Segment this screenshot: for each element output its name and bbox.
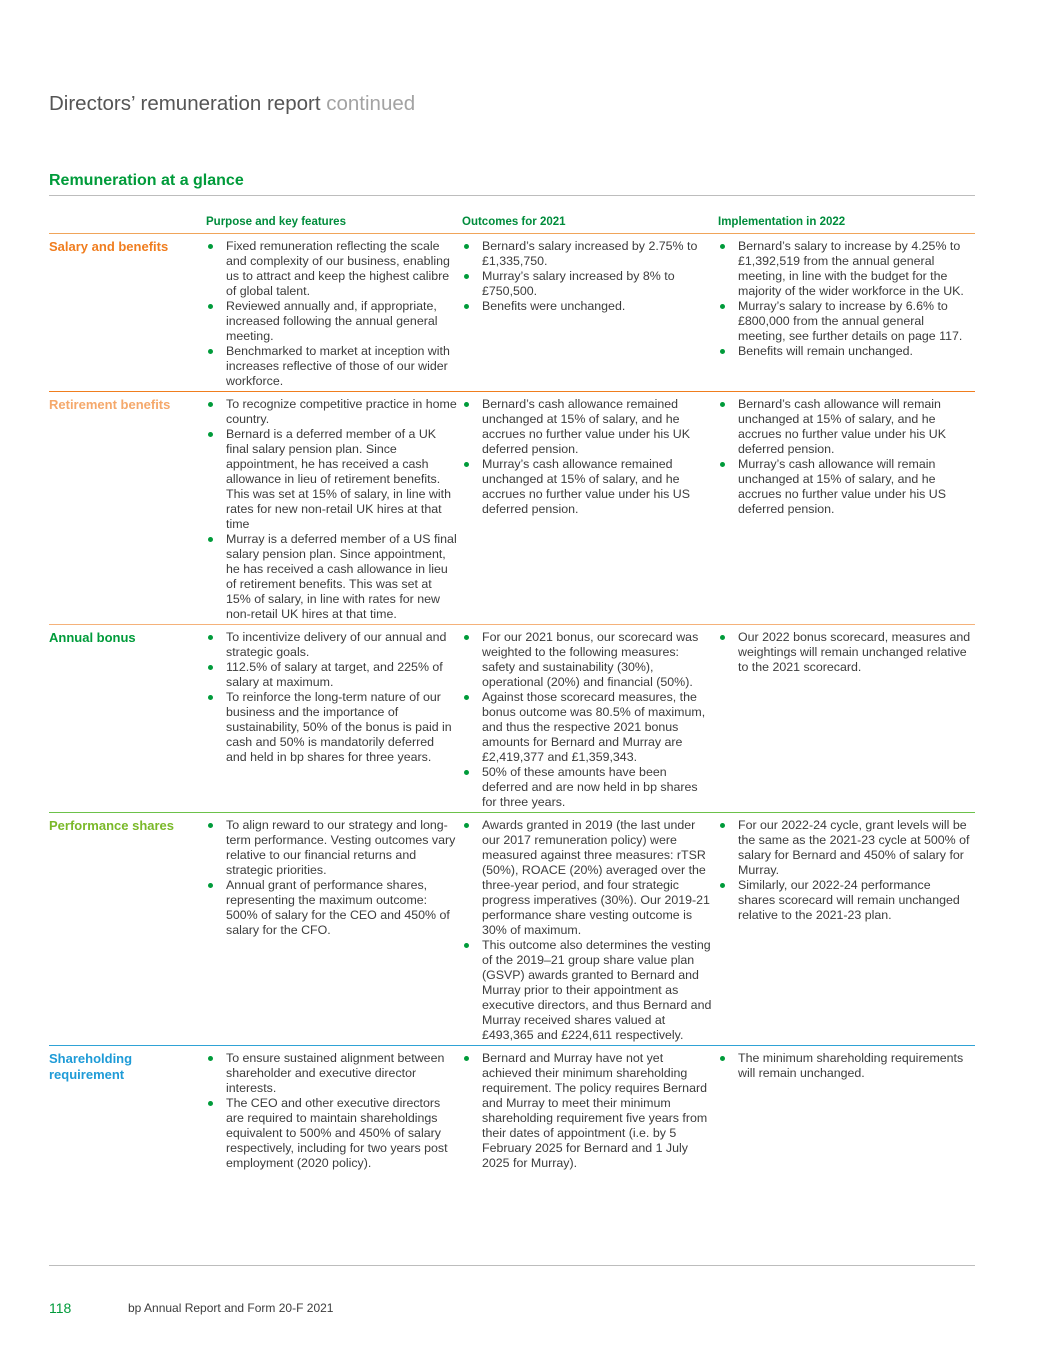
salary-purpose-cell — [206, 239, 462, 389]
retirement-implementation-cell — [718, 397, 975, 622]
row-annual-bonus — [49, 625, 975, 813]
row-label-annual-bonus: Annual bonus — [49, 630, 136, 645]
salary-implementation-cell — [718, 239, 975, 389]
table-header-row — [49, 214, 975, 234]
row-label-performance-shares: Performance shares — [49, 818, 175, 833]
bullet-item: Murray’s cash allowance remained unchanged at 15% of salary, and he accrues no further value under his US deferred pension. — [462, 457, 718, 517]
bullet-item: Similarly, our 2022-24 performance shares scorecard will remain unchanged relative to the 2021-23 plan. — [718, 878, 975, 923]
column-header-implementation: Implementation in 2022 — [718, 216, 846, 228]
bullet-item: 112.5% of salary at target, and 225% of salary at maximum. — [206, 660, 462, 690]
bullet-item: To reinforce the long-term nature of our business and the importance of sustainability, 50% of the bonus is paid in cash and 50% is mandatorily deferred and held in bp shares for three years. — [206, 690, 462, 765]
bullet-item: For our 2021 bonus, our scorecard was weighted to the following measures: safety and sustainability (30%), operational (20%) and financial (50%). — [462, 630, 718, 690]
bullet-item: Annual grant of performance shares, representing the maximum outcome: 500% of salary for the CEO and 450% of salary for the CFO. — [206, 878, 462, 938]
bullet-item: To incentivize delivery of our annual and strategic goals. — [206, 630, 462, 660]
bullet-item: Benchmarked to market at inception with increases reflective of those of our wider workforce. — [206, 344, 462, 389]
bullet-item: To align reward to our strategy and long-term performance. Vesting outcomes vary relative to our financial returns and strategic priorities. — [206, 818, 462, 878]
table-header-spacer — [49, 214, 206, 233]
bullet-item: Bernard and Murray have not yet achieved their minimum shareholding requirement. The policy requires Bernard and Murray to meet their minimum shareholding requirement five years from their dates of appointment (i.e. by 5 February 2025 for Bernard and 1 July 2025 for Murray). — [462, 1051, 718, 1171]
shareholding-purpose-cell — [206, 1051, 462, 1171]
shareholding-outcomes-cell — [462, 1051, 718, 1171]
bullet-item: To ensure sustained alignment between shareholder and executive director interests. — [206, 1051, 462, 1096]
shareholding-implementation-cell — [718, 1051, 975, 1171]
row-performance-shares — [49, 813, 975, 1046]
row-label-retirement-benefits: Retirement benefits — [49, 397, 171, 412]
row-label-shareholding-requirement: Shareholding requirement — [49, 1051, 133, 1082]
performance-implementation-cell — [718, 818, 975, 1043]
bullet-item: The minimum shareholding requirements will remain unchanged. — [718, 1051, 975, 1081]
page-title: Directors’ remuneration report — [49, 92, 321, 115]
row-retirement-benefits — [49, 392, 975, 625]
bullet-item: To recognize competitive practice in home country. — [206, 397, 462, 427]
bullet-item: The CEO and other executive directors are required to maintain shareholdings equivalent to 500% and 450% of salary respectively, including for two years post employment (2020 policy). — [206, 1096, 462, 1171]
performance-outcomes-cell — [462, 818, 718, 1043]
column-header-purpose: Purpose and key features — [206, 216, 346, 228]
bullet-item: Benefits were unchanged. — [462, 299, 718, 314]
bullet-item: Fixed remuneration reflecting the scale and complexity of our business, enabling us to attract and keep the highest calibre of global talent. — [206, 239, 462, 299]
remuneration-table — [49, 214, 975, 1173]
retirement-outcomes-cell — [462, 397, 718, 622]
bullet-item: Murray is a deferred member of a US final salary pension plan. Since appointment, he has received a cash allowance in lieu of retirement benefits. This was set at 15% of salary, in line with rates for new non-retail UK hires at that time. — [206, 532, 462, 622]
page-header — [49, 92, 415, 116]
bullet-item: Murray’s cash allowance will remain unchanged at 15% of salary, and he accrues no further value under his US deferred pension. — [718, 457, 975, 517]
bullet-item: Against those scorecard measures, the bonus outcome was 80.5% of maximum, and thus the respective 2021 bonus amounts for Bernard and Murray are £2,419,377 and £1,359,343. — [462, 690, 718, 765]
section-title-rule — [49, 195, 975, 196]
bullet-item: For our 2022-24 cycle, grant levels will be the same as the 2021-23 cycle at 500% of salary for Bernard and 450% of salary for Murray. — [718, 818, 975, 878]
row-label-salary-and-benefits: Salary and benefits — [49, 239, 169, 254]
bullet-item: Murray’s salary increased by 8% to £750,500. — [462, 269, 718, 299]
bullet-item: Murray’s salary to increase by 6.6% to £800,000 from the annual general meeting, see further details on page 117. — [718, 299, 975, 344]
bullet-item: Bernard’s salary increased by 2.75% to £1,335,750. — [462, 239, 718, 269]
bullet-item: Bernard’s cash allowance remained unchanged at 15% of salary, and he accrues no further value under his UK deferred pension. — [462, 397, 718, 457]
salary-outcomes-cell — [462, 239, 718, 389]
page-title-continued: continued — [326, 92, 416, 115]
bonus-outcomes-cell — [462, 630, 718, 810]
bullet-item: Awards granted in 2019 (the last under our 2017 remuneration policy) were measured against three measures: rTSR (50%), ROACE (20%) averaged over the three-year period, and four strategic progress imperatives (30%). Our 2019-21 performance share vesting outcome is 30% of maximum. — [462, 818, 718, 938]
footer-rule — [49, 1265, 975, 1266]
bonus-implementation-cell — [718, 630, 975, 810]
bullet-item: Bernard’s cash allowance will remain unchanged at 15% of salary, and he accrues no further value under his UK deferred pension. — [718, 397, 975, 457]
column-header-outcomes: Outcomes for 2021 — [462, 216, 566, 228]
bullet-item: Our 2022 bonus scorecard, measures and weightings will remain unchanged relative to the 2021 scorecard. — [718, 630, 975, 675]
bullet-item: 50% of these amounts have been deferred and are now held in bp shares for three years. — [462, 765, 718, 810]
bullet-item: This outcome also determines the vesting of the 2019–21 group share value plan (GSVP) awards granted to Bernard and Murray prior to their appointment as executive directors, and thus Bernard and Murray received shares valued at £493,365 and £224,611 respectively. — [462, 938, 718, 1043]
performance-purpose-cell — [206, 818, 462, 1043]
report-name: bp Annual Report and Form 20-F 2021 — [128, 1301, 334, 1315]
bullet-item: Reviewed annually and, if appropriate, increased following the annual general meeting. — [206, 299, 462, 344]
retirement-purpose-cell — [206, 397, 462, 622]
row-shareholding-requirement — [49, 1046, 975, 1173]
section-title: Remuneration at a glance — [49, 172, 244, 189]
bonus-purpose-cell — [206, 630, 462, 810]
bullet-item: Bernard is a deferred member of a UK final salary pension plan. Since appointment, he has received a cash allowance in lieu of retirement benefits. This was set at 15% of salary, in line with rates for new non-retail UK hires at that time — [206, 427, 462, 532]
page-number: 118 — [49, 1300, 72, 1316]
bullet-item: Benefits will remain unchanged. — [718, 344, 975, 359]
row-salary-and-benefits — [49, 234, 975, 392]
bullet-item: Bernard’s salary to increase by 4.25% to £1,392,519 from the annual general meeting, in line with the budget for the majority of the wider workforce in the UK. — [718, 239, 975, 299]
